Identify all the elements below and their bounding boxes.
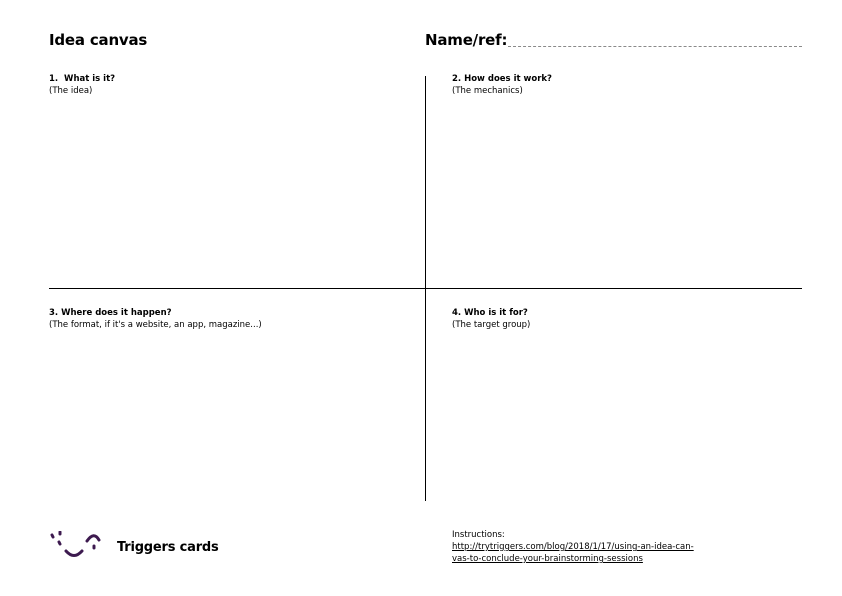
instructions-link-line-1[interactable]: http://trytriggers.com/blog/2018/1/17/using-an-idea-can- <box>452 542 694 552</box>
quadrant-subtitle: (The target group) <box>452 320 531 330</box>
horizontal-divider <box>49 288 802 289</box>
quadrant-title: 2. How does it work? <box>452 74 552 84</box>
quadrant-subtitle: (The mechanics) <box>452 86 523 96</box>
quadrant-title: 3. Where does it happen? <box>49 308 172 318</box>
quadrant-where-does-it-happen[interactable] <box>49 307 262 331</box>
logo-right-eye <box>87 536 99 541</box>
logo-smile <box>66 551 82 556</box>
logo-tick-small <box>59 542 60 544</box>
quadrant-title: 1. What is it? <box>49 74 116 84</box>
instructions-label: Instructions: <box>452 530 505 540</box>
instructions-link-line-2[interactable]: vas-to-conclude-your-brainstorming-sessions <box>452 554 643 564</box>
smiley-logo-icon <box>49 531 105 563</box>
quadrant-subtitle: (The idea) <box>49 86 93 96</box>
page-title: Idea canvas <box>49 31 148 49</box>
name-ref-label: Name/ref: <box>425 31 508 49</box>
name-ref-input-line[interactable] <box>508 46 802 47</box>
brand-name: Triggers cards <box>117 540 219 555</box>
quadrant-subtitle: (The format, if it's a website, an app, magazine...) <box>49 320 262 330</box>
quadrant-who-is-it-for[interactable] <box>452 307 530 331</box>
quadrant-what-is-it[interactable] <box>49 73 115 97</box>
logo-tick-left <box>52 535 53 537</box>
quadrant-title: 4. Who is it for? <box>452 308 528 318</box>
quadrant-how-does-it-work[interactable] <box>452 73 552 97</box>
instructions-block <box>452 529 694 565</box>
